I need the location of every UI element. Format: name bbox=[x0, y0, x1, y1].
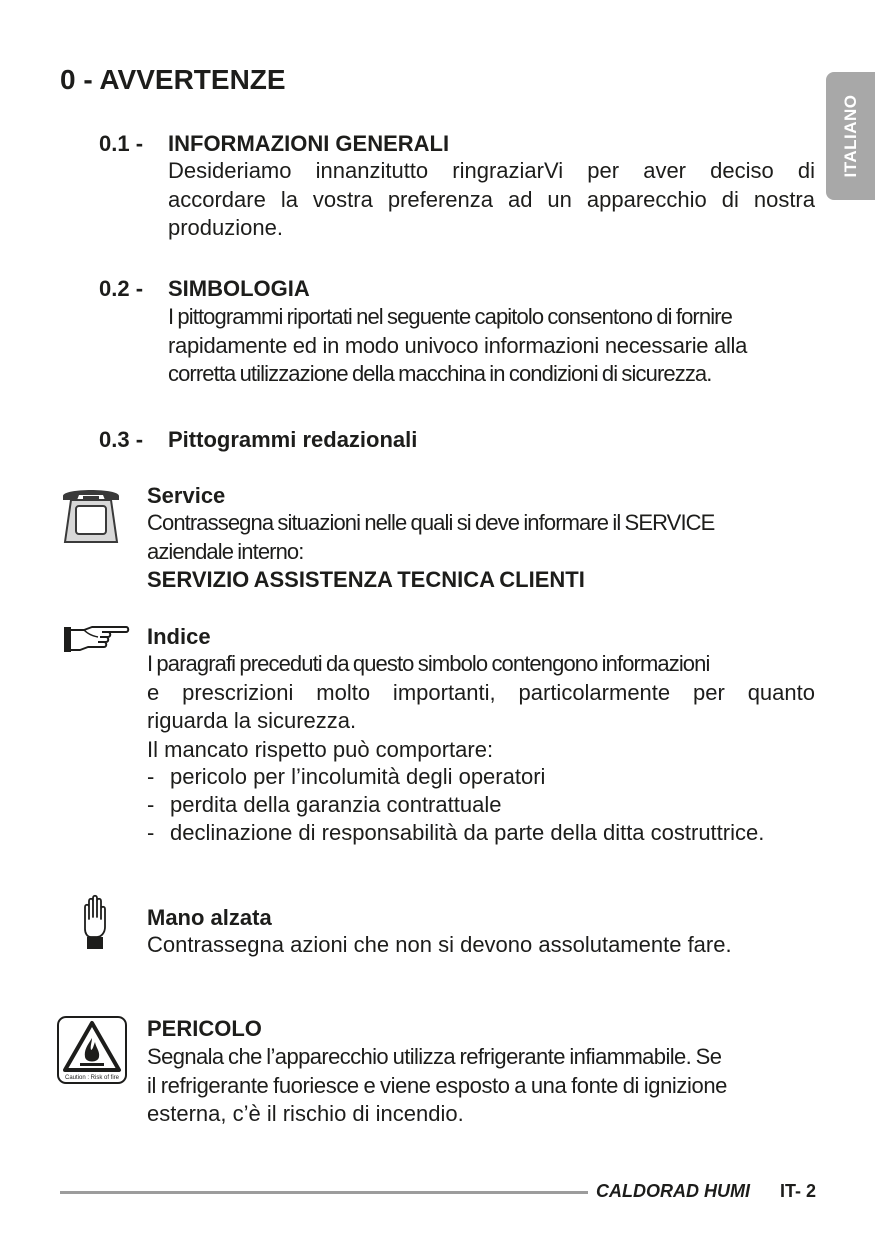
text-line: rapidamente ed in modo univoco informazioni necessarie alla bbox=[168, 332, 748, 358]
section-body bbox=[168, 157, 815, 243]
page-number: IT- 2 bbox=[780, 1181, 817, 1201]
footer-divider bbox=[60, 1191, 588, 1194]
section-body bbox=[168, 303, 815, 389]
pointing-hand-icon bbox=[62, 624, 130, 654]
page-title: 0 - AVVERTENZE bbox=[60, 64, 286, 95]
list-item: - pericolo per l’incolumità degli operatori bbox=[147, 764, 546, 789]
telephone-icon bbox=[57, 484, 125, 546]
pictogram-title: PERICOLO bbox=[147, 1016, 262, 1041]
text-line: Contrassegna azioni che non si devono assolutamente fare. bbox=[147, 932, 732, 957]
text-line: Il mancato rispetto può comportare: bbox=[147, 736, 494, 762]
text-line: il refrigerante fuoriesce e viene esposto a una fonte di ignizione bbox=[147, 1072, 727, 1098]
pictogram-title: Mano alzata bbox=[147, 905, 272, 930]
text-line: I pittogrammi riportati nel seguente capitolo consentono di fornire bbox=[168, 304, 732, 329]
icon-caption: Caution : Risk of fire bbox=[64, 1075, 120, 1081]
list-item: - declinazione di responsabilità da parte della ditta costruttrice. bbox=[147, 820, 765, 845]
text-line: Contrassegna situazioni nelle quali si deve informare il SERVICE bbox=[147, 510, 715, 535]
footer-brand: CALDORAD HUMI bbox=[596, 1181, 750, 1201]
pictogram-body bbox=[147, 509, 815, 595]
consequence-list bbox=[147, 763, 764, 847]
flammable-warning-icon bbox=[57, 1016, 127, 1084]
text-line: aziendale interno: bbox=[147, 538, 304, 564]
pictogram-body bbox=[147, 1043, 815, 1129]
emphasis-text: SERVIZIO ASSISTENZA TECNICA CLIENTI bbox=[147, 567, 585, 592]
text-line: corretta utilizzazione della macchina in condizioni di sicurezza. bbox=[168, 361, 712, 386]
pictogram-body bbox=[147, 650, 815, 764]
language-tab bbox=[826, 72, 875, 200]
text-line: accordare la vostra preferenza ad un apparecchio di nostra bbox=[168, 186, 815, 212]
text-line: e prescrizioni molto importanti, particolarmente per quanto bbox=[147, 679, 815, 705]
section-title: INFORMAZIONI GENERALI bbox=[168, 131, 450, 156]
text-line: I paragrafi preceduti da questo simbolo contengono informazioni bbox=[147, 651, 710, 676]
list-item: - perdita della garanzia contrattuale bbox=[147, 792, 502, 817]
section-title: SIMBOLOGIA bbox=[168, 276, 310, 301]
section-title: Pittogrammi redazionali bbox=[168, 427, 418, 452]
pictogram-title: Service bbox=[147, 483, 226, 508]
raised-hand-icon bbox=[79, 893, 111, 951]
pictogram-title: Indice bbox=[147, 624, 211, 649]
section-number: 0.1 - bbox=[99, 131, 144, 156]
text-line: produzione. bbox=[168, 215, 283, 240]
text-line: riguarda la sicurezza. bbox=[147, 708, 357, 733]
pictogram-body bbox=[147, 931, 815, 960]
text-line: Desideriamo innanzitutto ringraziarVi per aver deciso di bbox=[168, 158, 815, 183]
text-line: Segnala che l’apparecchio utilizza refrigerante infiammabile. Se bbox=[147, 1044, 722, 1069]
text-line: esterna, c’è il rischio di incendio. bbox=[147, 1101, 464, 1126]
section-number: 0.3 - bbox=[99, 427, 144, 452]
language-tab-label: ITALIANO bbox=[840, 94, 860, 178]
section-number: 0.2 - bbox=[99, 276, 144, 301]
